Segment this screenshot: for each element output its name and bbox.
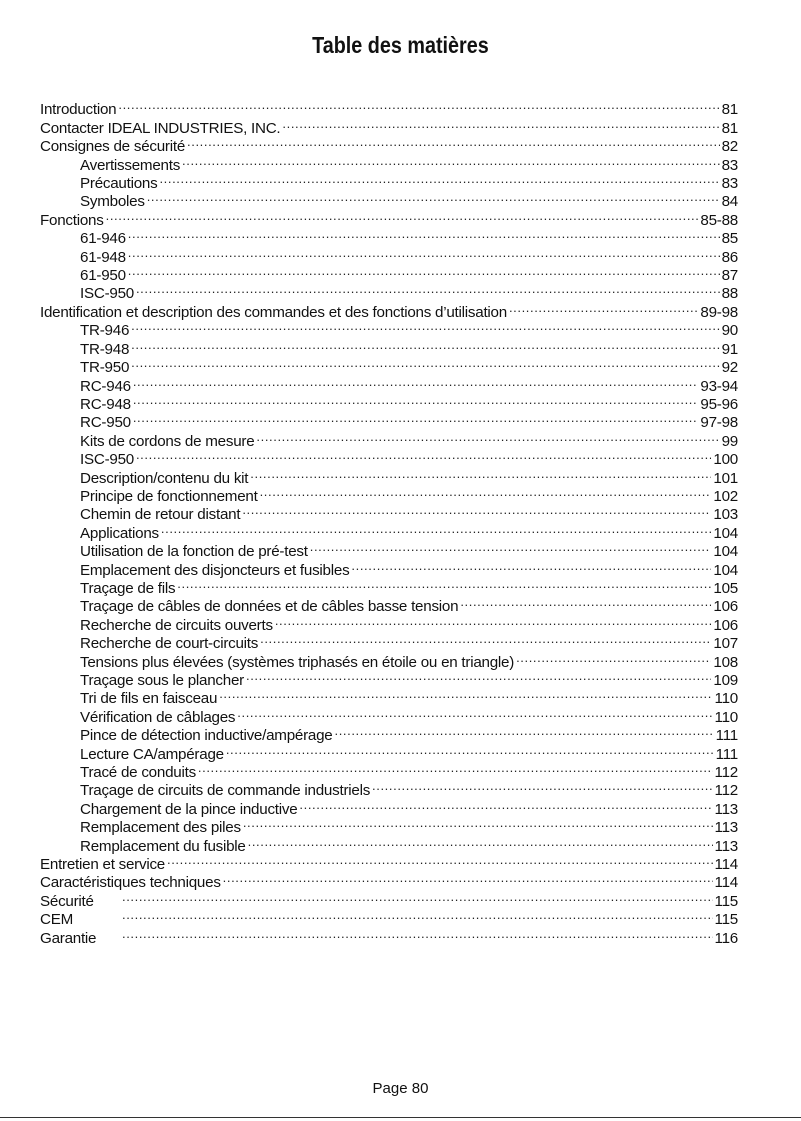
toc-entry-page: 85 (721, 230, 738, 248)
toc-entry-label: Garantie (40, 929, 97, 947)
toc-entry-label: Avertissements (80, 156, 181, 174)
toc-entry-page: 103 (713, 506, 738, 524)
toc-entry-label: Lecture CA/ampérage (80, 745, 224, 763)
page-title: Table des matières (312, 32, 489, 58)
toc-entry-page: 102 (713, 487, 738, 505)
toc-entry[interactable] (40, 335, 738, 358)
toc-entry-label: RC-948 (80, 395, 131, 413)
toc-entry-page: 113 (714, 819, 738, 837)
toc-entry[interactable] (40, 280, 738, 303)
toc-leader-dots (310, 538, 712, 556)
toc-leader-dots (242, 501, 711, 519)
toc-entry-label: ISC-950 (80, 451, 134, 469)
toc-entry-page: 85-88 (700, 211, 738, 229)
toc-entry-page: 113 (714, 837, 738, 855)
toc-entry[interactable] (40, 298, 738, 321)
toc-leader-dots (159, 170, 719, 188)
toc-entry-label: Contacter IDEAL INDUSTRIES, INC. (40, 119, 281, 137)
toc-entry-label: Tri de fils en faisceau (80, 690, 218, 708)
toc-leader-dots (372, 777, 712, 795)
toc-entry[interactable] (40, 887, 738, 910)
toc-entry[interactable] (40, 354, 738, 377)
toc-entry-page: 106 (713, 616, 738, 634)
toc-entry-label: RC-946 (80, 377, 131, 395)
toc-entry-label: Entretien et service (40, 856, 165, 874)
toc-entry[interactable] (40, 464, 738, 487)
toc-entry[interactable] (40, 262, 738, 285)
toc-entry-page: 110 (714, 690, 738, 708)
toc-leader-dots (226, 740, 714, 758)
toc-entry-page: 115 (714, 911, 738, 929)
toc-leader-dots (136, 446, 711, 464)
toc-entry-page: 116 (714, 929, 738, 947)
toc-leader-dots (122, 887, 713, 905)
toc-leader-dots (243, 814, 713, 832)
toc-entry-page: 114 (714, 874, 738, 892)
toc-entry-page: 105 (713, 579, 738, 597)
toc-entry-page: 81 (721, 101, 738, 119)
toc-entry-page: 113 (714, 800, 738, 818)
toc-entry-label: Consignes de sécurité (40, 138, 186, 156)
toc-entry-label: Utilisation de la fonction de pré-test (80, 543, 308, 561)
toc-leader-dots (187, 133, 720, 151)
toc-entry-label: Sécurité (40, 892, 94, 910)
toc-leader-dots (219, 685, 712, 703)
toc-entry-label: ISC-950 (80, 285, 134, 303)
toc-entry-label: Pince de détection inductive/ampérage (80, 727, 333, 745)
toc-entry[interactable] (40, 391, 738, 413)
toc-entry-label: Introduction (40, 101, 117, 119)
toc-entry-label: Symboles (80, 193, 145, 211)
toc-entry-page: 110 (714, 708, 738, 726)
toc-leader-dots (260, 483, 712, 501)
toc-leader-dots (260, 630, 711, 648)
toc-entry-label: Chargement de la pince inductive (80, 800, 298, 818)
toc-entry[interactable] (40, 225, 738, 248)
toc-entry[interactable] (40, 924, 738, 947)
toc-leader-dots (136, 280, 720, 298)
toc-entry-label: Traçage de circuits de commande industriels (80, 782, 371, 800)
toc-entry-page: 112 (714, 764, 738, 782)
toc-entry-label: Description/contenu du kit (80, 469, 249, 487)
toc-entry-label: Identification et description des commandes et des fonctions d’utilisation (40, 303, 507, 321)
toc-leader-dots (122, 924, 713, 942)
toc-leader-dots (118, 96, 719, 114)
toc-leader-dots (248, 832, 713, 850)
toc-entry-label: Recherche de court-circuits (80, 635, 259, 653)
toc-entry-label: Kits de cordons de mesure (80, 432, 255, 450)
toc-leader-dots (147, 188, 720, 206)
toc-leader-dots (299, 795, 712, 813)
toc-leader-dots (237, 703, 712, 721)
toc-entry-page: 101 (713, 469, 738, 487)
toc-leader-dots (131, 317, 719, 335)
toc-entry-label: Emplacement des disjoncteurs et fusibles (80, 561, 350, 579)
toc-leader-dots (460, 593, 711, 611)
toc-entry-label: Traçage sous le plancher (80, 672, 244, 689)
toc-entry-label: TR-950 (80, 359, 130, 377)
toc-leader-dots (509, 298, 698, 316)
toc-entry-page: 81 (721, 119, 738, 137)
toc-leader-dots (133, 372, 699, 390)
toc-entry-page: 97-98 (700, 414, 738, 432)
toc-entry[interactable] (40, 372, 738, 395)
toc-leader-dots (177, 575, 711, 593)
toc-leader-dots (250, 464, 711, 482)
toc-entry-page: 104 (713, 561, 738, 579)
toc-entry[interactable] (40, 114, 738, 137)
toc-leader-dots (282, 114, 719, 132)
toc-entry-page: 83 (721, 156, 738, 174)
toc-leader-dots (275, 611, 712, 629)
toc-entry-page: 100 (713, 451, 738, 469)
toc-entry-label: Tensions plus élevées (systèmes triphasés en étoile ou en triangle) (80, 653, 515, 671)
toc-entry[interactable] (40, 96, 738, 119)
toc-entry-page: 108 (713, 653, 738, 671)
toc-entry-page: 90 (721, 322, 738, 340)
toc-entry[interactable] (40, 317, 738, 340)
page-number: Page 80 (372, 1080, 429, 1097)
toc-leader-dots (167, 851, 713, 869)
toc-entry-label: Chemin de retour distant (80, 506, 241, 524)
toc-entry[interactable] (40, 206, 738, 229)
toc-entry[interactable] (40, 409, 738, 432)
toc-entry-page: 95-96 (700, 395, 738, 413)
toc-entry-page: 111 (715, 727, 738, 745)
toc-entry-page: 99 (721, 432, 738, 450)
toc-entry[interactable] (40, 243, 738, 266)
toc-entry-page: 114 (714, 856, 738, 874)
toc-entry-page: 88 (721, 285, 738, 303)
toc-entry-label: CEM (40, 911, 73, 929)
toc-entry-label: Remplacement du fusible (80, 837, 246, 855)
toc-entry-label: Traçage de fils (80, 579, 176, 597)
toc-entry-page: 84 (721, 193, 738, 211)
toc-entry-label: 61-950 (80, 267, 126, 285)
toc-leader-dots (223, 869, 713, 887)
toc-leader-dots (256, 427, 719, 445)
toc-entry-label: Remplacement des piles (80, 819, 241, 837)
toc-entry-page: 106 (713, 598, 738, 616)
toc-entry-label: Caractéristiques techniques (40, 874, 221, 892)
toc-entry-page: 91 (721, 340, 738, 358)
toc-leader-dots (128, 243, 720, 261)
toc-entry-label: Principe de fonctionnement (80, 487, 258, 505)
toc-leader-dots (516, 648, 711, 666)
toc-entry-page: 112 (714, 782, 738, 800)
toc-leader-dots (246, 667, 711, 685)
toc-entry-page: 93-94 (700, 377, 738, 395)
toc-entry-page: 107 (713, 635, 738, 653)
toc-leader-dots (131, 354, 719, 372)
toc-leader-dots (133, 409, 699, 427)
toc-entry[interactable] (40, 446, 738, 469)
toc-entry-label: 61-948 (80, 248, 126, 266)
toc-entry-label: RC-950 (80, 414, 131, 432)
toc-entry-page: 115 (714, 892, 738, 910)
toc-entry-label: Recherche de circuits ouverts (80, 616, 273, 634)
toc-entry-page: 104 (713, 543, 738, 561)
toc-entry-label: Fonctions (40, 211, 104, 229)
toc-entry-page: 109 (713, 672, 738, 689)
toc-leader-dots (131, 335, 719, 353)
toc-entry-label: Vérification de câblages (80, 708, 236, 726)
toc-leader-dots (133, 391, 699, 409)
toc-leader-dots (128, 262, 720, 280)
toc-entry-label: Tracé de conduits (80, 764, 196, 782)
toc-leader-dots (198, 759, 713, 777)
toc-leader-dots (351, 556, 711, 574)
toc-entry-page: 83 (721, 175, 738, 193)
toc-leader-dots (182, 151, 720, 169)
toc-entry-label: TR-948 (80, 340, 130, 358)
table-of-contents (40, 96, 738, 947)
toc-entry-page: 86 (721, 248, 738, 266)
toc-leader-dots (128, 225, 720, 243)
toc-entry-page: 87 (721, 267, 738, 285)
toc-entry-page: 92 (721, 359, 738, 377)
toc-entry[interactable] (40, 906, 738, 929)
toc-entry-page: 89-98 (700, 303, 738, 321)
bottom-divider (0, 1117, 801, 1118)
toc-entry-label: Traçage de câbles de données et de câbles basse tension (80, 598, 459, 616)
toc-entry[interactable] (40, 427, 738, 450)
toc-entry-label: 61-946 (80, 230, 126, 248)
toc-leader-dots (106, 206, 699, 224)
toc-leader-dots (161, 519, 712, 537)
toc-entry-label: TR-946 (80, 322, 130, 340)
toc-entry-label: Applications (80, 524, 159, 542)
toc-entry-page: 82 (721, 138, 738, 156)
toc-entry-page: 104 (713, 524, 738, 542)
toc-leader-dots (122, 906, 713, 924)
toc-entry-label: Précautions (80, 175, 158, 193)
toc-entry-page: 111 (715, 745, 738, 763)
toc-leader-dots (334, 722, 713, 740)
